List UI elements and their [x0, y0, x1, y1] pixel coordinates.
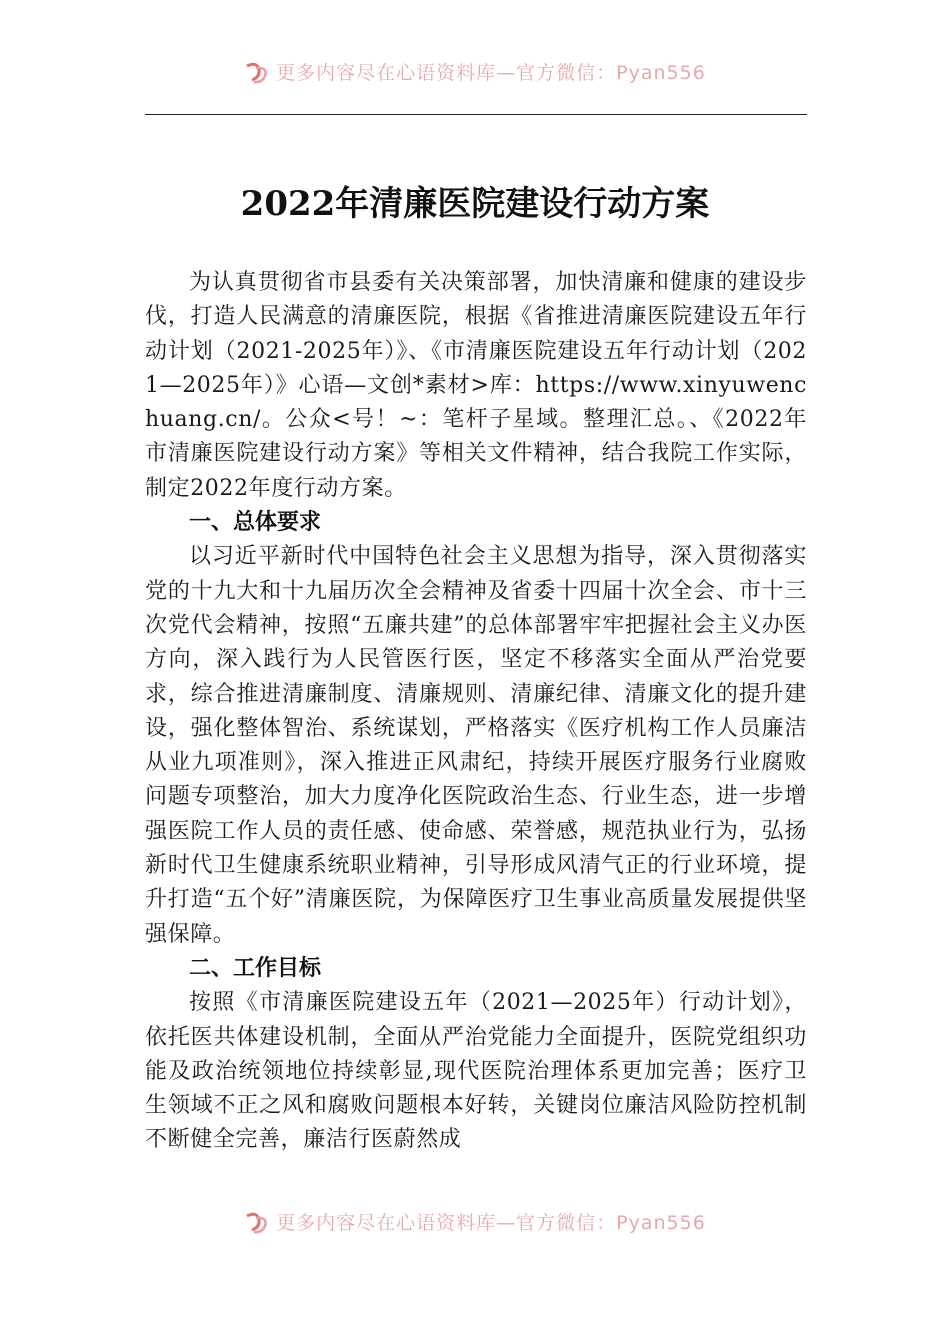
footer-watermark [0, 1208, 950, 1235]
watermark-text: 更多内容尽在心语资料库—官方微信：Pyan556 [276, 1212, 706, 1234]
section-paragraph-general-requirements: 以习近平新时代中国特色社会主义思想为指导，深入贯彻落实党的十九大和十九届历次全会精神及省委十四届十次全会、市十三次党代会精神，按照“五廉共建”的总体部署牢牢把握社会主义办医方向，深入践行为人民管医行医，坚定不移落实全面从严治党要求，综合推进清廉制度、清廉规则、清廉纪律、清廉文化的提升建设，强化整体智治、系统谋划，严格落实《医疗机构工作人员廉洁从业九项准则》，深入推进正风肃纪，持续开展医疗服务行业腐败问题专项整治，加大力度净化医院政治生态、行业生态，进一步增强医院工作人员的责任感、使命感、荣誉感，规范执业行为，弘扬新时代卫生健康系统职业精神，引导形成风清气正的行业环境，提升打造“五个好”清廉医院，为保障医疗卫生事业高质量发展提供坚强保障。 [145, 544, 807, 947]
watermark-logo-icon [244, 1212, 270, 1234]
section-paragraph-work-goals: 按照《市清廉医院建设五年（2021—2025年）行动计划》，依托医共体建设机制，全面从严治党能力全面提升，医院党组织功能及政治统领地位持续彰显,现代医院治理体系更加完善；医疗卫生领域不正之风和腐败问题根本好转，关键岗位廉洁风险防控机制不断健全完善，廉洁行医蔚然成 [145, 990, 807, 1153]
watermark-text: 更多内容尽在心语资料库—官方微信：Pyan556 [276, 62, 706, 84]
document-title: 2022年清廉医院建设行动方案 [240, 184, 710, 224]
document-body [145, 266, 807, 1158]
header-watermark [0, 58, 950, 85]
intro-paragraph: 为认真贯彻省市县委有关决策部署，加快清廉和健康的建设步伐，打造人民满意的清廉医院，根据《省推进清廉医院建设五年行动计划（2021-2025年）》、《市清廉医院建设五年行动计划（2021—2025年）》心语—文创*素材>库：https://www.xinyuwenchuang.cn/。公众<号！~：笔杆子星域。整理汇总。、《2022年市清廉医院建设行动方案》等相关文件精神，结合我院工作实际，制定2022年度行动方案。 [145, 270, 807, 501]
header-rule [145, 114, 807, 115]
section-heading-general-requirements: 一、总体要求 [189, 510, 322, 536]
watermark-logo-icon [244, 62, 270, 84]
section-heading-work-goals: 二、工作目标 [189, 955, 322, 981]
